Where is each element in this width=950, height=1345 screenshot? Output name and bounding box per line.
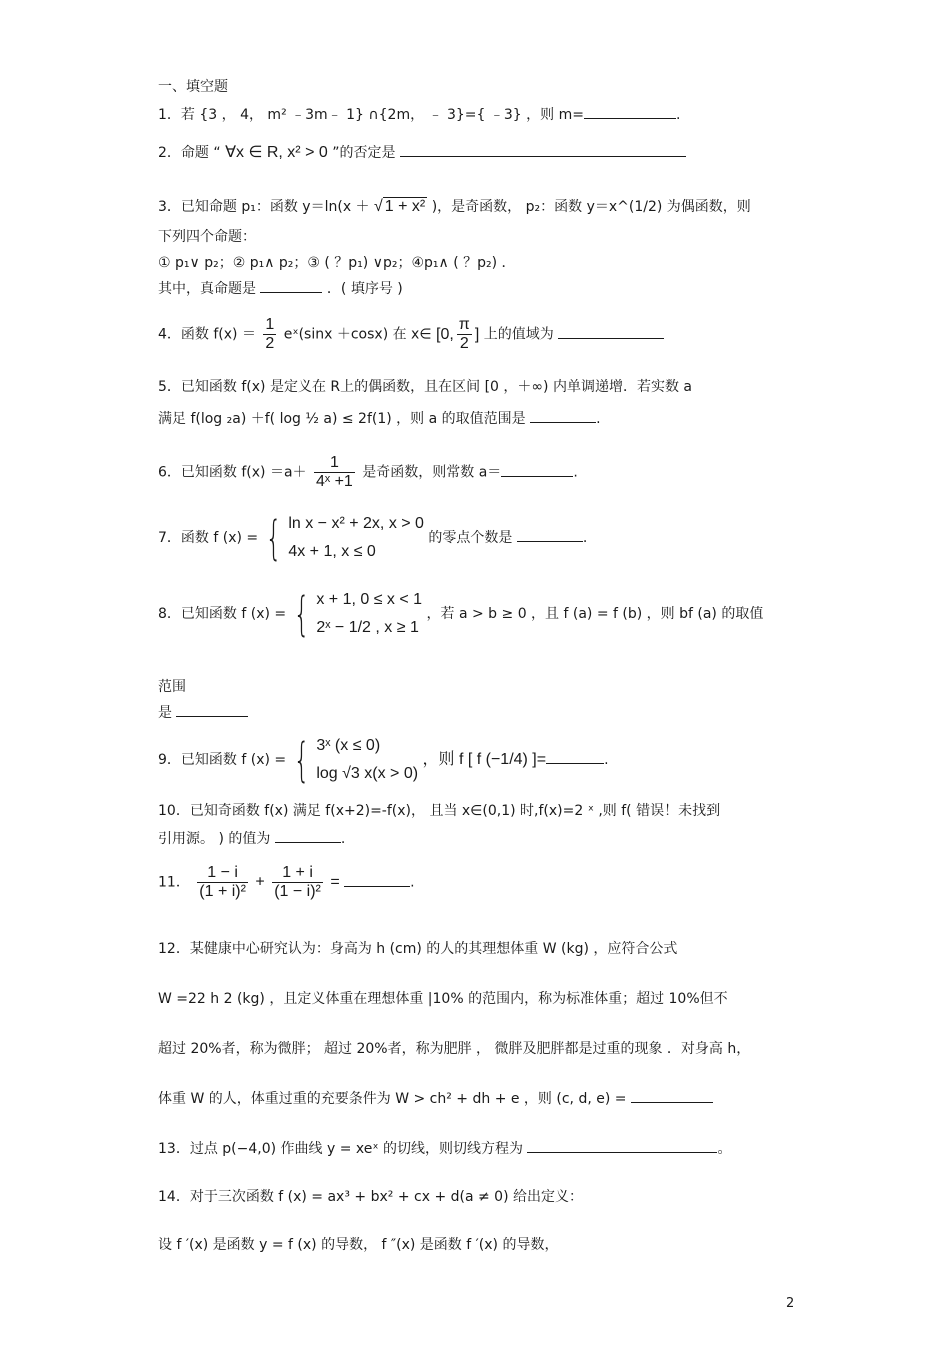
q12-blank	[631, 1088, 713, 1103]
question-12-line-2: W =22 h 2 (kg) ，且定义体重在理想体重 |10% 的范围内，称为标准体重；超过 10%但不	[158, 991, 728, 1007]
q4-b: eˣ(sinx ＋cosx) 在 x∈	[283, 326, 432, 343]
q9-blank	[546, 749, 604, 764]
q11-a: 11．	[158, 874, 190, 891]
q11-end: .	[410, 874, 415, 891]
question-5-line-2	[158, 408, 601, 428]
q2-prefix: 2．命题 “	[158, 145, 221, 161]
q8-cases	[316, 586, 422, 642]
question-4	[158, 316, 664, 353]
q13-end: 。	[717, 1141, 732, 1157]
q6-blank	[501, 462, 573, 477]
q5-line2-a: 满足 f(log ₂a) ＋f( log ½ a) ≤ 2f(1) ，则 a 的取值范围是	[158, 411, 526, 427]
q4-a: 4．函数 f(x) ＝	[158, 326, 256, 343]
q11-f1-den: (1 + i)²	[199, 883, 246, 900]
q8-line3-a: 是	[158, 705, 172, 721]
q6-end: .	[573, 464, 578, 481]
q2-blank	[400, 142, 686, 157]
q8-blank	[176, 702, 248, 717]
q1-text: 1．若 {3 ， 4， m² ﹣3m﹣ 1} ∩{2m， ﹣ 3}={ ﹣3} ，则 m=	[158, 107, 584, 123]
q4-interval: [0, $\frac{\pi}{2}$ ]	[435, 316, 480, 352]
q9-b: ，则 f [ f (−1/4) ]=	[422, 751, 547, 768]
q11-f2-num: 1 + i	[282, 864, 313, 881]
q11-blank	[344, 872, 410, 887]
q4-blank	[558, 324, 664, 339]
q4-int-den: 2	[457, 334, 472, 353]
q4-c: 上的值域为	[483, 326, 554, 343]
section-title: 一、填空题	[158, 79, 228, 95]
question-7	[158, 510, 587, 566]
q7-end: .	[582, 530, 588, 546]
q3-line4-a: 其中，真命题是	[158, 281, 256, 297]
q9-a: 9．已知函数 f (x) =	[158, 752, 287, 768]
q9-brace: {	[293, 733, 310, 787]
question-3-line-4	[158, 278, 403, 298]
q8-case-1: x + 1, 0 ≤ x < 1	[316, 591, 423, 608]
q8-case-2: 2ˣ − 1/2 , x ≥ 1	[316, 619, 419, 636]
q3-sqrt-content: 1 + x²	[384, 198, 426, 215]
q5-end: .	[596, 411, 601, 427]
q6-frac-num: 1	[329, 454, 339, 471]
q7-blank	[517, 527, 583, 542]
question-8-line-2: 范围	[158, 679, 186, 695]
q9-case-2: log √3 x(x > 0)	[316, 765, 419, 782]
q6-a: 6．已知函数 f(x) ＝a＋	[158, 464, 307, 481]
question-8	[158, 586, 763, 642]
q11-fraction-1	[197, 864, 248, 901]
question-3-line-2: 下列四个命题：	[158, 229, 256, 245]
q6-b: 是奇函数，则常数 a＝	[362, 464, 502, 481]
question-10-line-1: 10．已知奇函数 f(x) 满足 f(x+2)=-f(x)， 且当 x∈(0,1) 时,f(x)=2 ˣ ,则 f( 错误！未找到	[158, 803, 721, 819]
question-13	[158, 1138, 731, 1158]
q4-int-num: π	[458, 316, 470, 333]
q6-fraction	[314, 454, 355, 491]
question-2	[158, 142, 686, 162]
q9-end: .	[604, 752, 609, 768]
question-10-line-2	[158, 828, 345, 848]
q11-f2-den: (1 − i)²	[274, 883, 321, 900]
page-number: 2	[786, 1296, 795, 1311]
q8-a: 8．已知函数 f (x) =	[158, 606, 287, 622]
q4-frac-num: 1	[265, 316, 275, 334]
question-11	[158, 864, 415, 901]
q9-case-1: 3ˣ (x ≤ 0)	[316, 737, 381, 754]
question-12-line-4	[158, 1088, 713, 1108]
question-1	[158, 104, 680, 124]
q7-brace: {	[265, 511, 282, 565]
q9-cases	[316, 732, 418, 788]
q4-fraction	[263, 316, 276, 353]
q10-end: .	[340, 831, 346, 847]
q6-frac-den: 4ˣ +1	[315, 473, 353, 490]
q1-end: .	[675, 107, 681, 123]
question-8-line-3	[158, 702, 248, 722]
q3-line4-b: ．( 填序号 )	[326, 281, 403, 297]
q11-fraction-2	[272, 864, 323, 901]
q4-int-a: 0,	[440, 325, 454, 343]
q3-line1-b: )，是奇函数， p₂：函数 y＝x^(1/2) 为偶函数，则	[431, 199, 751, 215]
q11-equals: =	[330, 873, 340, 891]
q7-cases	[288, 510, 424, 566]
q3-sqrt: √ 1 + x²	[374, 198, 426, 215]
question-5-line-1: 5．已知函数 f(x) 是定义在 R上的偶函数，且在区间 [0 ，＋∞) 内单调递增．若实数 a	[158, 379, 692, 395]
q13-blank	[527, 1138, 717, 1153]
q7-a: 7．函数 f (x) =	[158, 530, 259, 546]
q2-math: ∀x ∈ R, x² > 0	[225, 144, 328, 161]
q1-blank	[584, 104, 676, 119]
question-3-line-3: ① p₁∨ p₂；② p₁∧ p₂；③ ( ？p₁) ∨p₂；④p₁∧ ( ？p₂) ．	[158, 255, 516, 271]
q12-line4-a: 体重 W 的人，体重过重的充要条件为 W > ch² + dh + e ，则 (c, d, e) =	[158, 1091, 627, 1107]
q3-blank	[260, 278, 322, 293]
q11-f1-num: 1 − i	[207, 864, 238, 881]
q7-case-1: ln x − x² + 2x, x > 0	[288, 515, 424, 532]
question-6	[158, 454, 578, 491]
q8-b: ，若 a > b ≥ 0 ，且 f (a) = f (b) ，则 bf (a) 的取值	[426, 606, 764, 622]
q4-int-fraction	[457, 316, 472, 353]
q8-brace: {	[293, 587, 310, 641]
q11-plus: +	[255, 873, 265, 891]
q10-line2-a: 引用源。 ) 的值为	[158, 831, 271, 847]
question-14-line-2: 设 f ′(x) 是函数 y = f (x) 的导数， f ″(x) 是函数 f ′(x) 的导数，	[158, 1237, 559, 1253]
question-12-line-1: 12．某健康中心研究认为：身高为 h (cm) 的人的其理想体重 W (kg) ，应符合公式	[158, 941, 678, 957]
q3-line1-a: 3．已知命题 p₁：函数 y＝ln(x ＋	[158, 199, 370, 215]
question-3-line-1	[158, 198, 751, 216]
q10-blank	[275, 828, 341, 843]
q2-suffix: ”的否定是	[332, 145, 396, 161]
question-12-line-3: 超过 20%者，称为微胖； 超过 20%者，称为肥胖 ， 微胖及肥胖都是过重的现象 ．对身高 h，	[158, 1041, 751, 1057]
q5-blank	[530, 408, 596, 423]
q13-a: 13．过点 p(−4,0) 作曲线 y = xeˣ 的切线，则切线方程为	[158, 1141, 524, 1157]
q7-case-2: 4x + 1, x ≤ 0	[288, 543, 376, 560]
question-14-line-1: 14．对于三次函数 f (x) = ax³ + bx² + cx + d(a ≠ 0) 给出定义：	[158, 1189, 583, 1205]
question-9	[158, 732, 609, 788]
q7-b: 的零点个数是	[428, 530, 513, 546]
q4-frac-den: 2	[265, 335, 275, 353]
